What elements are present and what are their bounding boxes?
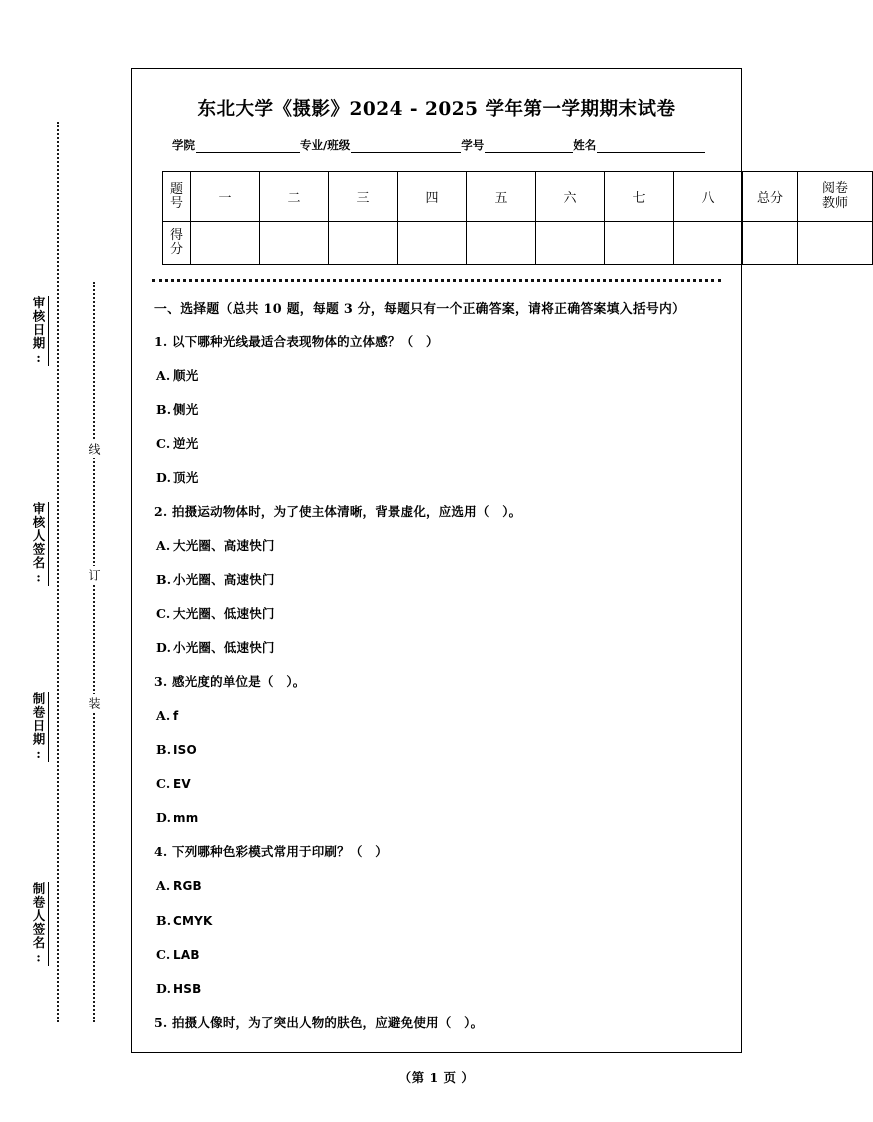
question-2-number: 2.	[154, 503, 168, 519]
table-row-question-numbers	[163, 172, 873, 222]
column-header-total: 总分	[743, 172, 798, 222]
question-3-option-c[interactable]	[154, 774, 713, 794]
score-cell-5[interactable]	[467, 222, 536, 265]
inner-dashed-binding-rule	[93, 282, 95, 1022]
field-college	[172, 137, 300, 153]
field-college-label: 学院	[172, 138, 195, 152]
question-1-option-c-text: 逆光	[173, 435, 199, 451]
question-3-option-c-text: EV	[173, 777, 191, 792]
binding-margin	[0, 0, 130, 1122]
score-cell-grading-teacher[interactable]	[798, 222, 873, 265]
question-2-option-b-text: 小光圈、高速快门	[173, 571, 275, 587]
question-1-option-b-text: 侧光	[173, 401, 199, 417]
score-table	[162, 171, 873, 265]
field-student-id-label: 学号	[461, 138, 485, 152]
question-4-option-d[interactable]	[154, 979, 713, 999]
score-cell-6[interactable]	[536, 222, 605, 265]
page-title: 东北大学《摄影》2024 - 2025 学年第一学期期末试卷	[197, 99, 676, 120]
question-1-option-b[interactable]	[154, 400, 713, 420]
field-name-blank[interactable]	[597, 140, 705, 153]
question-3-option-a[interactable]	[154, 706, 713, 726]
question-body	[150, 298, 723, 1033]
field-name-label: 姓名	[573, 138, 597, 152]
question-3-option-a-text: f	[173, 708, 179, 723]
score-table-wrapper	[150, 171, 848, 265]
question-4-option-a-text: RGB	[173, 879, 202, 894]
question-3-option-b-key: B.	[156, 741, 172, 757]
question-3-number: 3.	[154, 673, 168, 689]
question-1-option-d[interactable]	[154, 468, 713, 488]
score-cell-2[interactable]	[260, 222, 329, 265]
column-header-2: 二	[260, 172, 329, 222]
score-cell-8[interactable]	[674, 222, 743, 265]
question-4-option-c[interactable]	[154, 945, 713, 965]
column-header-3: 三	[329, 172, 398, 222]
page-footer: （第 1 页 ）	[398, 1070, 475, 1085]
grading-teacher-line-2: 教师	[821, 195, 848, 211]
column-header-1: 一	[191, 172, 260, 222]
row-header-score-char-2: 分	[169, 242, 183, 257]
question-3-option-a-key: A.	[156, 707, 171, 723]
question-4-text: 下列哪种色彩模式常用于印刷？（ ）	[172, 844, 388, 860]
question-2-option-d-key: D.	[156, 639, 172, 655]
question-4-option-a[interactable]	[154, 876, 713, 896]
binding-char-xian: 线	[84, 440, 103, 458]
score-cell-total[interactable]	[743, 222, 798, 265]
student-info-line	[150, 137, 723, 153]
question-3	[154, 672, 713, 692]
row-header-score-char-1: 得	[169, 228, 183, 244]
table-row-scores	[163, 222, 873, 265]
question-1-number: 1.	[154, 333, 168, 349]
field-major-class-label: 专业/班级	[300, 138, 351, 152]
field-name	[573, 137, 705, 153]
question-4-option-b-key: B.	[156, 912, 172, 928]
column-header-6: 六	[536, 172, 605, 222]
row-header-question-number-char-1: 题	[169, 181, 183, 197]
question-5-text: 拍摄人像时，为了突出人物的肤色，应避免使用（ ）。	[172, 1015, 484, 1031]
question-3-option-c-key: C.	[156, 776, 171, 792]
question-3-option-b[interactable]	[154, 740, 713, 760]
question-3-text: 感光度的单位是（ ）。	[172, 673, 306, 689]
column-header-8: 八	[674, 172, 743, 222]
binding-char-zhuang: 装	[84, 694, 103, 712]
column-header-7: 七	[605, 172, 674, 222]
field-college-blank[interactable]	[196, 140, 300, 153]
question-2-option-d-text: 小光圈、低速快门	[173, 639, 275, 655]
score-cell-1[interactable]	[191, 222, 260, 265]
field-major-class-blank[interactable]	[351, 140, 461, 153]
column-header-4: 四	[398, 172, 467, 222]
question-4-option-b[interactable]	[154, 911, 713, 931]
question-2-option-c-key: C.	[156, 605, 171, 621]
margin-label-reviewer-signature	[29, 502, 49, 586]
question-3-option-d[interactable]	[154, 808, 713, 828]
question-2-text: 拍摄运动物体时，为了使主体清晰，背景虚化，应选用（ ）。	[172, 503, 522, 519]
grading-teacher-line-1: 阅卷	[821, 180, 848, 196]
section-heading-choice: 一、选择题（总共 10 题，每题 3 分，每题只有一个正确答案，请将正确答案填入括号内）	[154, 302, 686, 317]
question-2-option-b-key: B.	[156, 571, 172, 587]
question-1-option-c[interactable]	[154, 434, 713, 454]
question-1-option-a-text: 顺光	[173, 367, 199, 383]
question-4	[154, 842, 713, 862]
question-5-number: 5.	[154, 1015, 168, 1031]
question-4-option-c-key: C.	[156, 946, 171, 962]
question-4-option-b-text: CMYK	[173, 913, 213, 928]
question-1	[154, 332, 713, 352]
question-1-option-a-key: A.	[156, 367, 171, 383]
question-1-option-d-text: 顶光	[173, 469, 199, 485]
question-1-option-c-key: C.	[156, 435, 171, 451]
question-1-option-a[interactable]	[154, 366, 713, 386]
question-2-option-d[interactable]	[154, 638, 713, 658]
row-header-question-number	[163, 172, 191, 222]
margin-label-author-signature-text: 制卷人签名:	[29, 882, 49, 966]
field-major-class	[300, 137, 461, 153]
question-2-option-c[interactable]	[154, 604, 713, 624]
question-3-option-d-key: D.	[156, 810, 172, 826]
question-2-option-a-text: 大光圈、高速快门	[173, 537, 275, 553]
question-2-option-c-text: 大光圈、低速快门	[173, 605, 275, 621]
exam-page-frame	[131, 68, 848, 1053]
margin-label-author-signature	[29, 882, 49, 966]
question-2	[154, 502, 713, 522]
row-header-score	[163, 222, 191, 265]
field-student-id-blank[interactable]	[485, 140, 573, 153]
field-student-id	[461, 137, 573, 153]
question-1-option-b-key: B.	[156, 401, 172, 417]
margin-label-paper-date-text: 制卷日期:	[29, 692, 49, 762]
question-3-option-b-text: ISO	[173, 742, 197, 757]
score-cell-3[interactable]	[329, 222, 398, 265]
question-1-option-d-key: D.	[156, 469, 172, 485]
margin-label-reviewer-signature-text: 审核人签名:	[29, 502, 49, 586]
binding-char-ding: 订	[84, 566, 103, 584]
margin-label-review-date	[29, 296, 49, 366]
question-1-text: 以下哪种光线最适合表现物体的立体感？（ ）	[172, 333, 439, 349]
column-header-5: 五	[467, 172, 536, 222]
column-header-grading-teacher	[798, 172, 873, 222]
question-4-option-d-text: HSB	[173, 981, 202, 996]
question-4-option-c-text: LAB	[173, 947, 200, 962]
margin-label-paper-date	[29, 692, 49, 762]
row-header-question-number-char-2: 号	[169, 195, 183, 211]
score-cell-4[interactable]	[398, 222, 467, 265]
question-5	[154, 1013, 713, 1033]
outer-dashed-rule	[57, 122, 59, 1022]
margin-label-review-date-text: 审核日期:	[29, 296, 49, 366]
question-2-option-a-key: A.	[156, 537, 171, 553]
dotted-separator	[152, 279, 721, 282]
question-4-option-a-key: A.	[156, 878, 171, 894]
question-2-option-a[interactable]	[154, 536, 713, 556]
score-cell-7[interactable]	[605, 222, 674, 265]
question-4-option-d-key: D.	[156, 980, 172, 996]
question-4-number: 4.	[154, 844, 168, 860]
question-2-option-b[interactable]	[154, 570, 713, 590]
question-3-option-d-text: mm	[173, 811, 199, 826]
